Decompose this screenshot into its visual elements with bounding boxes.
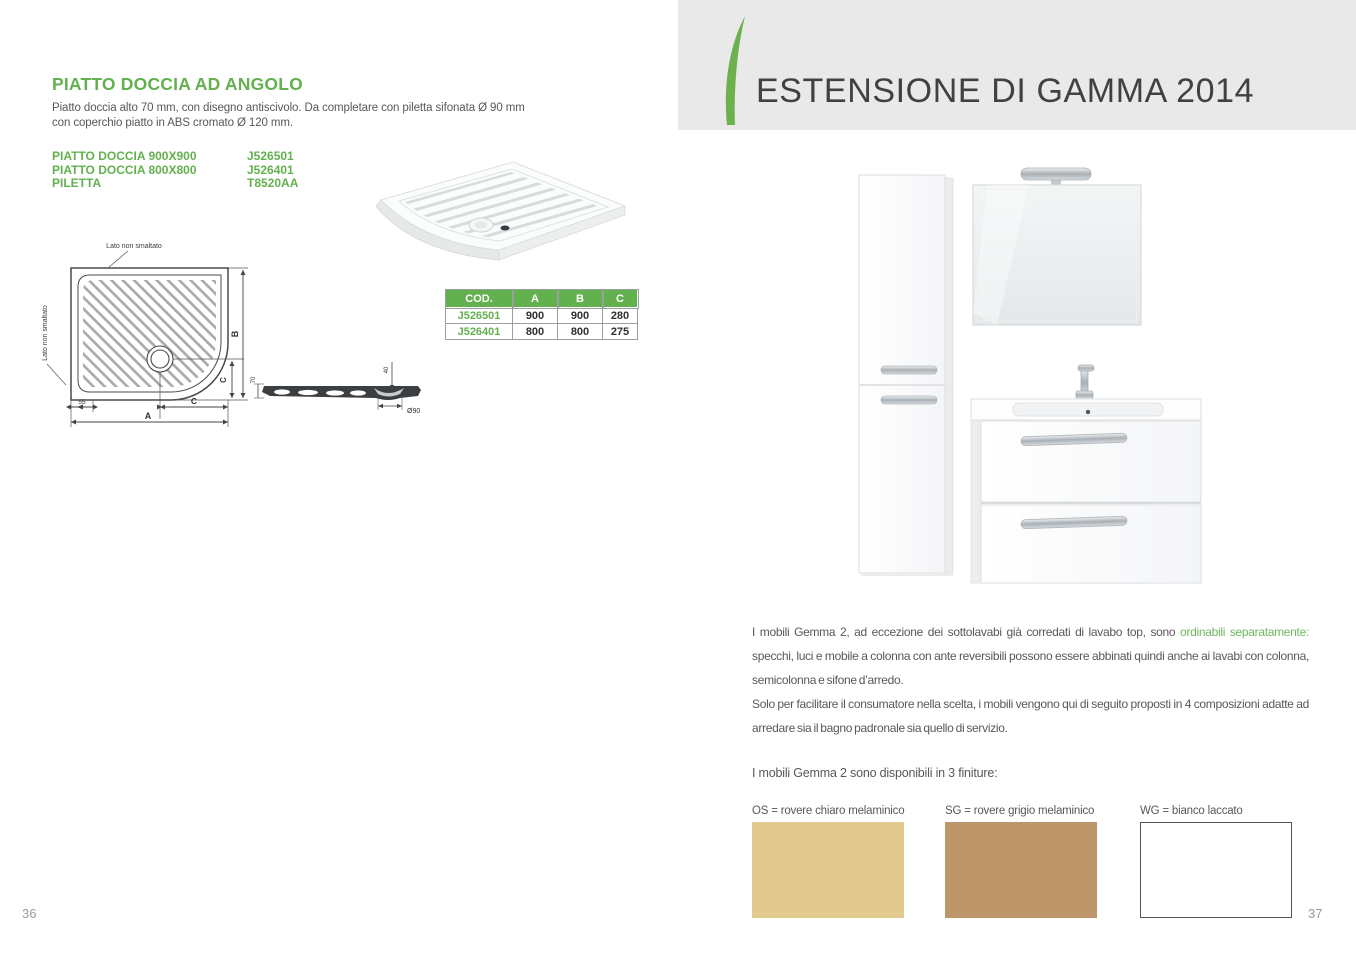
table-header-b: B [558,290,603,308]
finish-swatch-os [752,822,904,918]
table-cell-cod: J526501 [446,308,513,324]
table-cell-c: 280 [603,308,638,324]
table-cell-b: 800 [558,324,603,340]
product-code-list [52,150,298,191]
finish-label-os: OS = rovere chiaro melaminico [752,805,905,817]
product-name: PIATTO DOCCIA 900X900 [52,149,197,163]
product-row [52,150,298,164]
product-code: T8520AA [247,176,299,191]
orderable-separately-link[interactable]: ordinabili separatamente: [1180,625,1309,639]
profile-dim-70: 70 [251,376,257,384]
drawer-top [981,421,1201,502]
mirror-lamp [1021,168,1091,180]
spec-table [445,289,638,340]
drawer-bottom [981,505,1201,583]
paragraph-1-pre: I mobili Gemma 2, ad eccezione dei sottolavabi già corredati di lavabo top, sono [752,625,1181,639]
faucet [1076,365,1094,399]
cabinet-handle-top [881,366,937,374]
description-line-1: Piatto doccia alto 70 mm, con disegno antiscivolo. Da completare con piletta sifonata Ø 90 mm [52,102,525,114]
furniture-set-photo [845,163,1213,587]
drawing-label-left: Lato non smaltato [42,305,49,361]
drain-mark [501,226,510,231]
table-header-c: C [603,290,638,308]
paragraph-1-post: specchi, luci e mobile a colonna con ante reversibili possono essere abbinati quindi anche ai lavabi con colonna, semicolonna e sifone d’arredo. [752,649,1309,687]
dim-55-label: 55 [78,399,86,406]
page-number-right: 37 [1308,906,1323,921]
tall-cabinet [859,175,953,576]
paragraph-1 [752,620,1309,692]
product-name: PILETTA [52,176,102,191]
finish-label-wg: WG = bianco laccato [1140,805,1243,817]
table-header-cod: COD. [446,290,513,308]
product-row [52,164,298,178]
table-row [446,324,638,340]
vanity-unit [971,365,1201,583]
drawing-label-top: Lato non smaltato [106,243,162,250]
table-cell-b: 900 [558,308,603,324]
leaf-icon [722,16,750,126]
finish-label-sg: SG = rovere grigio melaminico [945,805,1095,817]
finish-swatch-sg [945,822,1097,918]
tech-drawing-profile [250,350,435,428]
dim-c-bottom-label: C [190,396,198,406]
table-cell-a: 800 [513,324,558,340]
left-page-title: PIATTO DOCCIA AD ANGOLO [52,74,303,94]
profile-dim-diam: Ø90 [407,408,421,415]
product-code: J526501 [247,149,294,163]
left-page-description [52,101,544,131]
product-code: J526401 [247,162,294,177]
finishes-intro: I mobili Gemma 2 sono disponibili in 3 finiture: [752,766,998,780]
profile-dim-40: 40 [384,366,390,374]
table-row [446,308,638,324]
tech-drawing-top-view [36,233,256,433]
mirror [973,168,1141,325]
spec-table-header-row [446,290,638,308]
finish-swatch-wg [1140,822,1292,918]
table-cell-a: 900 [513,308,558,324]
dim-b-label: B [230,330,240,338]
description-line-2: con coperchio piatto in ABS cromato Ø 120 mm. [52,117,293,129]
product-name: PIATTO DOCCIA 800X800 [52,162,197,177]
dim-c-side-label: C [219,377,228,383]
banner-title: ESTENSIONE DI GAMMA 2014 [756,72,1255,110]
paragraph-2: Solo per facilitare il consumatore nella scelta, i mobili vengono qui di seguito proposti in 4 composizioni adatte ad arredare sia il bagno padronale sia quello di servizio. [752,697,1309,735]
table-cell-cod: J526401 [446,324,513,340]
table-header-a: A [513,290,558,308]
table-cell-c: 275 [603,324,638,340]
shower-tray-photo [353,148,637,288]
dim-a-label: A [144,411,152,421]
product-row [52,177,298,191]
page-number-left: 36 [22,906,37,921]
cabinet-handle-bottom [881,396,937,404]
